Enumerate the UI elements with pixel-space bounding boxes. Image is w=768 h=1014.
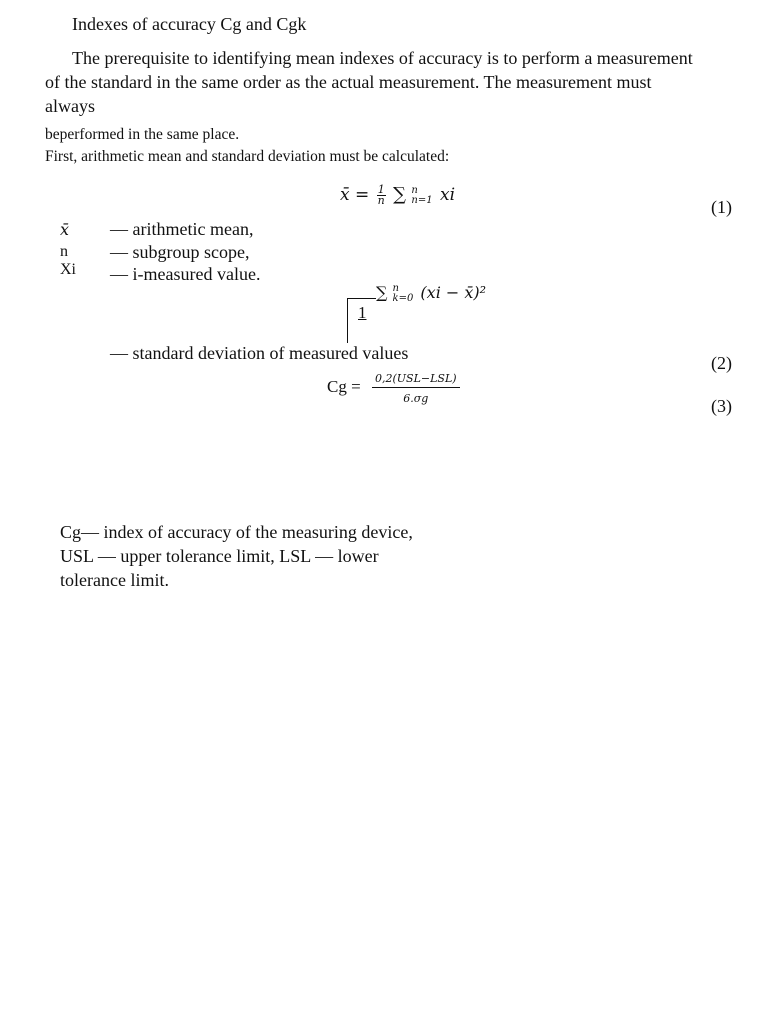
formula1-fraction	[377, 185, 386, 206]
formula2-one: 1	[358, 303, 367, 322]
formula1-sum-limits	[411, 186, 432, 206]
definition-line-3: tolerance limit.	[60, 570, 169, 590]
equation-number-2: (2)	[711, 353, 732, 373]
formula2-sum-limits	[393, 284, 414, 304]
intro-line-1: The prerequisite to identifying mean indexes of accuracy is to perform a measurement	[72, 48, 693, 68]
definitions-block	[60, 520, 413, 592]
intro-line-3: always	[45, 96, 95, 116]
page-title: Indexes of accuracy Cg and Cgk	[72, 14, 307, 34]
legend-desc-xi: — i-measured value.	[110, 264, 261, 284]
formula1-sum-lower: n=1	[411, 194, 433, 206]
formula3-fraction	[372, 372, 460, 405]
formula1-lhs: x̄	[340, 185, 350, 205]
formula2-sum-upper: n	[392, 282, 399, 294]
formula1-sum-upper: n	[411, 184, 418, 196]
legend-symbol-xi: Xi	[60, 261, 76, 278]
formula-arithmetic-mean	[340, 184, 455, 206]
legend-symbol-mean: x̄	[60, 220, 70, 239]
formula2-sum-sign: ∑	[376, 283, 388, 302]
formula3-lhs: Cg =	[327, 377, 361, 396]
definition-line-1: Cg— index of accuracy of the measuring device,	[60, 522, 413, 542]
intro-line-4: beperformed in the same place.	[45, 126, 240, 143]
intro-line-5: First, arithmetic mean and standard deviation must be calculated:	[45, 148, 450, 165]
formula1-frac-num: 1	[377, 183, 385, 196]
formula2-term: (xi − x̄)²	[420, 283, 487, 302]
definition-line-2: USL — upper tolerance limit, LSL — lower	[60, 546, 379, 566]
formula2-description: — standard deviation of measured values	[110, 343, 409, 363]
legend-symbol-n: n	[60, 243, 68, 260]
formula2-sum-lower: k=0	[392, 292, 414, 304]
intro-line-2: of the standard in the same order as the actual measurement. The measurement must	[45, 72, 652, 92]
formula3-denominator: 6.σg	[403, 392, 429, 405]
formula3-numerator: 0,2(USL−LSL)	[372, 372, 460, 388]
formula1-frac-den: n	[377, 194, 385, 207]
equation-number-1: (1)	[711, 197, 732, 217]
formula1-sum-sign: ∑	[393, 184, 407, 205]
legend-desc-n: — subgroup scope,	[110, 242, 250, 262]
equation-number-3: (3)	[711, 396, 732, 416]
legend-desc-mean: — arithmetic mean,	[110, 219, 254, 239]
formula-standard-deviation	[376, 283, 486, 304]
formula1-term: xi	[440, 185, 456, 205]
formula1-equals: =	[355, 185, 370, 205]
